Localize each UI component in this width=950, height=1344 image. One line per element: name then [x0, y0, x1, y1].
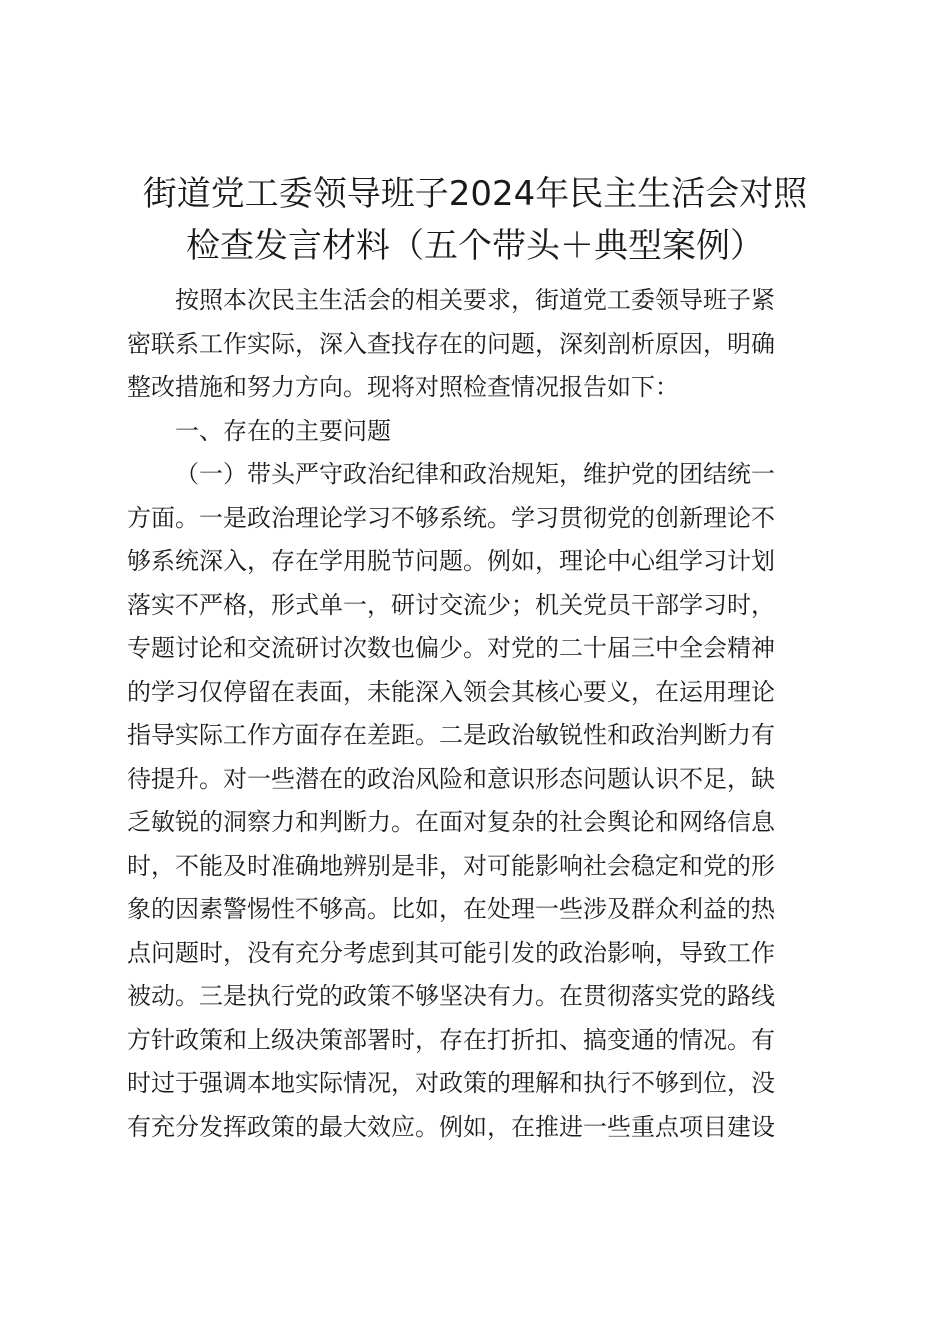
intro-line: 整改措施和努力方向。现将对照检查情况报告如下：: [127, 373, 679, 401]
paragraph-line: 待提升。对一些潜在的政治风险和意识形态问题认识不足，缺: [127, 764, 775, 793]
intro-line: 按照本次民主生活会的相关要求，街道党工委领导班子紧: [175, 286, 775, 314]
paragraph-line: 方面。一是政治理论学习不够系统。学习贯彻党的创新理论不: [127, 503, 775, 532]
paragraph-line: 被动。三是执行党的政策不够坚决有力。在贯彻落实党的路线: [127, 982, 775, 1010]
intro-paragraph: [127, 279, 823, 410]
paragraph-line: （一）带头严守政治纪律和政治规矩，维护党的团结统一: [175, 460, 775, 488]
paragraph-line: 时，不能及时准确地辨别是非，对可能影响社会稳定和党的形: [127, 851, 775, 880]
section-heading: 一、存在的主要问题: [175, 416, 391, 445]
paragraph-line: 的学习仅停留在表面，未能深入领会其核心要义，在运用理论: [127, 677, 775, 706]
paragraph-line: 落实不严格，形式单一，研讨交流少；机关党员干部学习时，: [127, 590, 775, 619]
paragraph-line: 有充分发挥政策的最大效应。例如，在推进一些重点项目建设: [127, 1112, 775, 1141]
paragraph-line: 乏敏锐的洞察力和判断力。在面对复杂的社会舆论和网络信息: [127, 808, 775, 836]
paragraph-line: 时过于强调本地实际情况，对政策的理解和执行不够到位，没: [127, 1069, 775, 1097]
paragraph-line: 象的因素警惕性不够高。比如，在处理一些涉及群众利益的热: [127, 895, 775, 923]
paragraph-line: 点问题时，没有充分考虑到其可能引发的政治影响，导致工作: [127, 938, 775, 967]
intro-line: 密联系工作实际，深入查找存在的问题，深刻剖析原因，明确: [127, 329, 775, 358]
paragraph-line: 够系统深入，存在学用脱节问题。例如，理论中心组学习计划: [127, 547, 775, 575]
document-title: [100, 168, 850, 272]
title-line-1: 街道党工委领导班子2024年民主生活会对照: [142, 174, 808, 214]
paragraph-line: 指导实际工作方面存在差距。二是政治敏锐性和政治判断力有: [127, 721, 775, 749]
section-1-paragraph: [127, 453, 823, 1149]
paragraph-line: 方针政策和上级决策部署时，存在打折扣、搞变通的情况。有: [127, 1025, 775, 1054]
paragraph-line: 专题讨论和交流研讨次数也偏少。对党的二十届三中全会精神: [127, 634, 775, 662]
title-line-2: 检查发言材料（五个带头＋典型案例）: [186, 226, 764, 266]
document-body: [127, 279, 823, 1149]
